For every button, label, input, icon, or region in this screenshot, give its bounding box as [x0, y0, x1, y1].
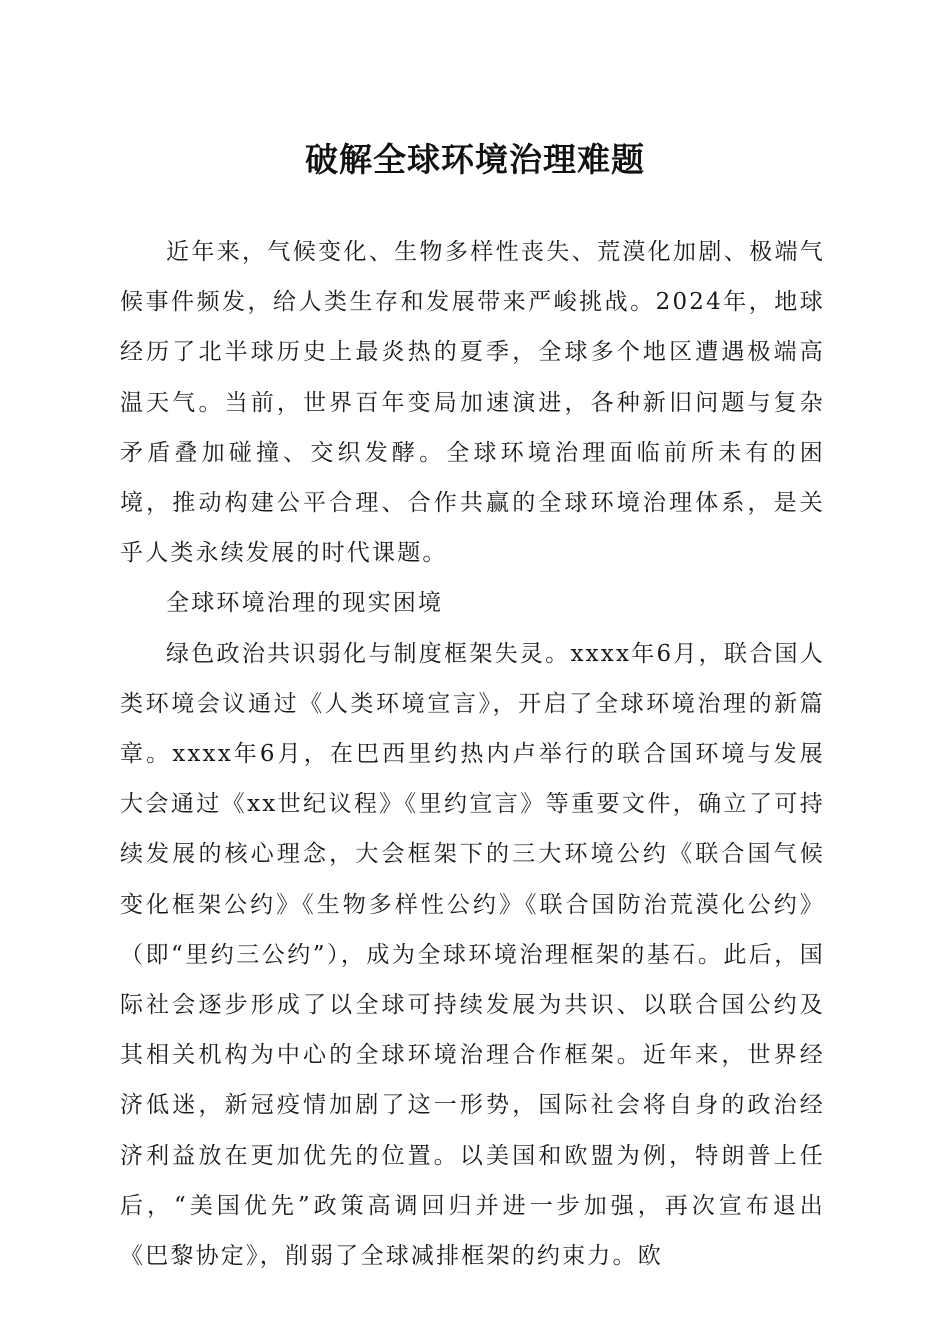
document-body: [120, 227, 825, 1281]
section-heading: 全球环境治理的现实困境: [166, 590, 444, 617]
paragraph-intro: 近年来，气候变化、生物多样性丧失、荒漠化加剧、极端气候事件频发，给人类生存和发展带来严峻挑战。2024年，地球经历了北半球历史上最炎热的夏季，全球多个地区遭遇极端高温天气。当前，世界百年变局加速演进，各种新旧问题与复杂矛盾叠加碰撞、交织发酵。全球环境治理面临前所未有的困境，推动构建公平合理、合作共赢的全球环境治理体系，是关乎人类永续发展的时代课题。: [120, 239, 825, 567]
document-title: 破解全球环境治理难题: [305, 140, 645, 179]
paragraph-section-1: 绿色政治共识弱化与制度框架失灵。xxxx年6月，联合国人类环境会议通过《人类环境宣言》，开启了全球环境治理的新篇章。xxxx年6月，在巴西里约热内卢举行的联合国环境与发展大会通过《xx世纪议程》《里约宣言》等重要文件，确立了可持续发展的核心理念，大会框架下的三大环境公约《联合国气候变化框架公约》《生物多样性公约》《联合国防治荒漠化公约》（即“里约三公约”），成为全球环境治理框架的基石。此后，国际社会逐步形成了以全球可持续发展为共识、以联合国公约及其相关机构为中心的全球环境治理合作框架。近年来，世界经济低迷，新冠疫情加剧了这一形势，国际社会将自身的政治经济利益放在更加优先的位置。以美国和欧盟为例，特朗普上任后，“美国优先”政策高调回归并进一步加强，再次宣布退出《巴黎协定》，削弱了全球减排框架的约束力。欧: [120, 640, 825, 1270]
